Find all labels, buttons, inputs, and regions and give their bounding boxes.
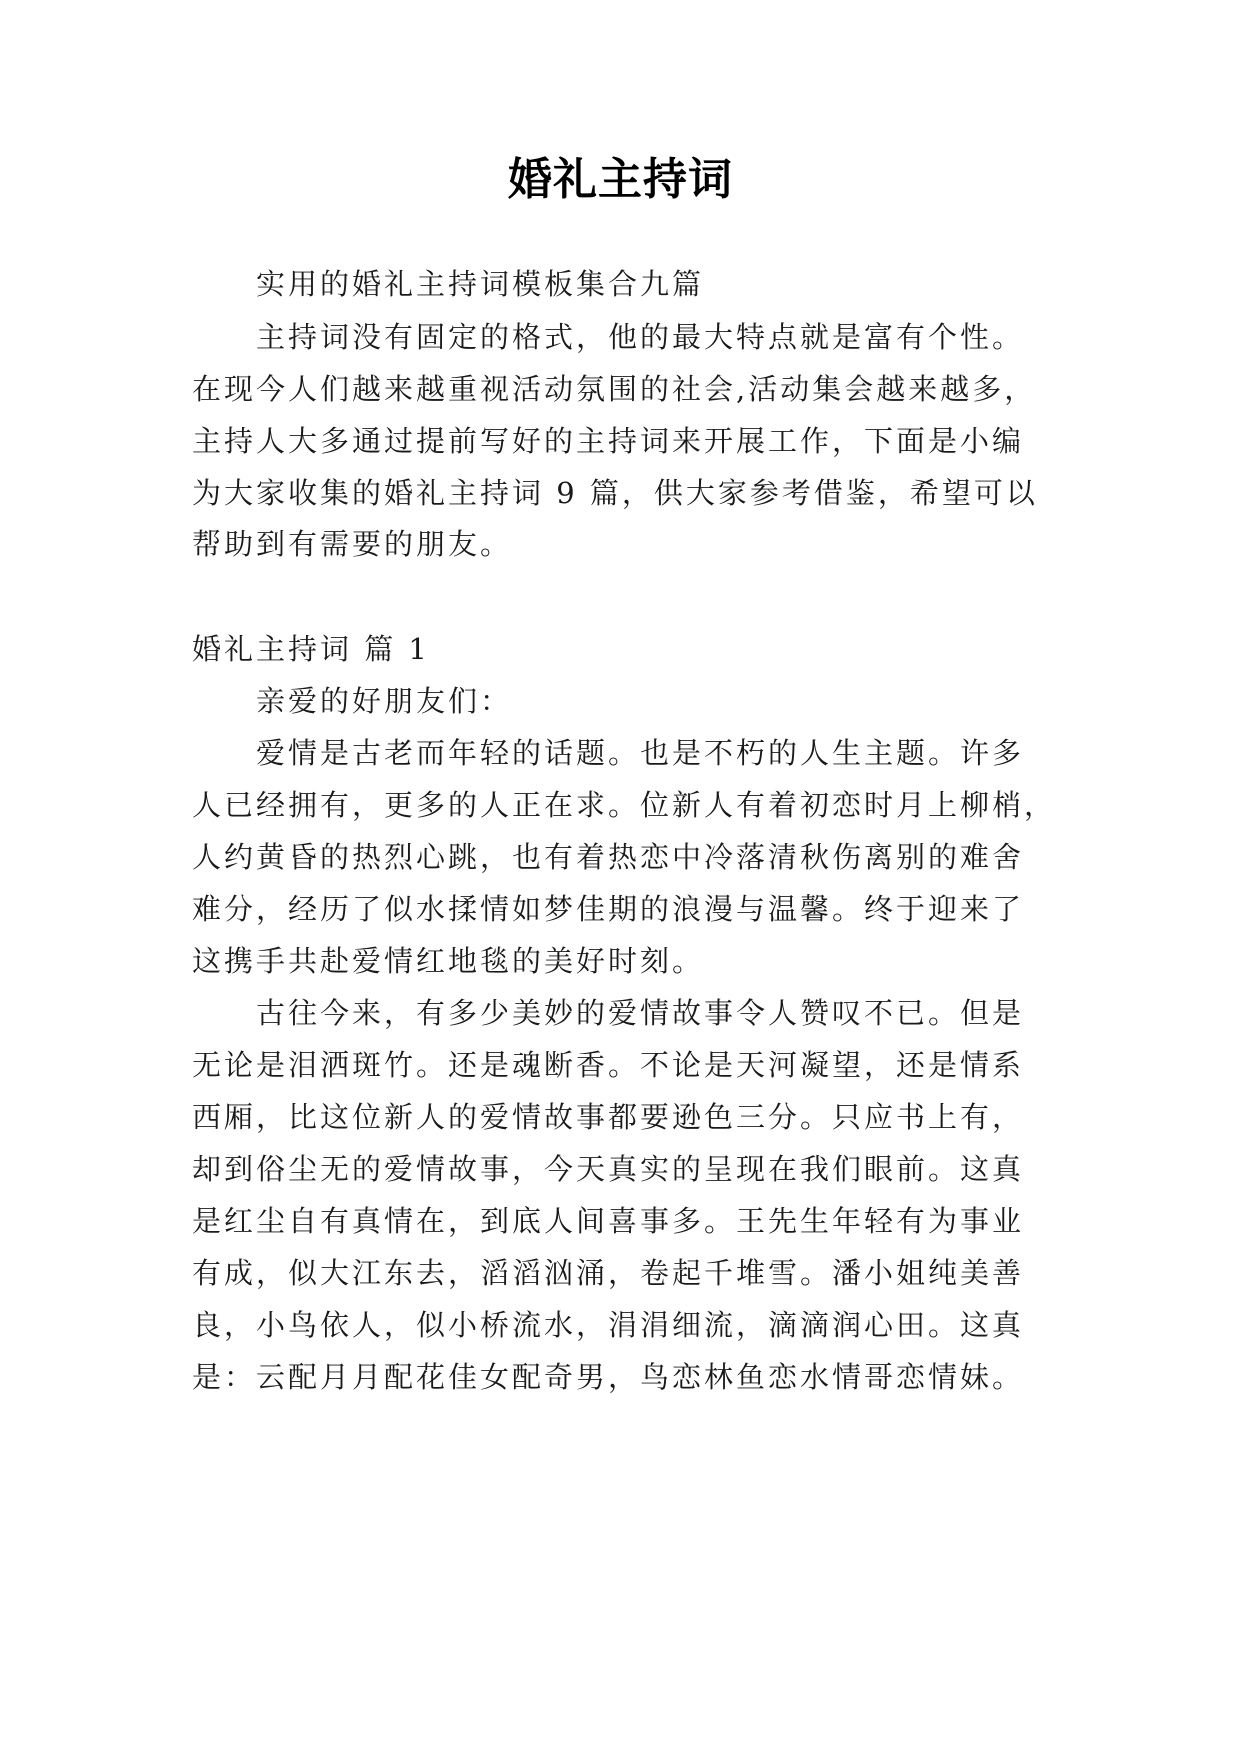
section-heading: 婚礼主持词 篇 1 [192, 632, 430, 666]
subtitle-line: 实用的婚礼主持词模板集合九篇 [256, 267, 705, 301]
body-line: 爱情是古老而年轻的话题。也是不朽的人生主题。许多 [256, 736, 1025, 770]
intro-line: 帮助到有需要的朋友。 [192, 527, 513, 561]
body-line: 西厢，比这位新人的爱情故事都要逊色三分。只应书上有， [192, 1100, 1025, 1134]
body-line: 良，小鸟依人，似小桥流水，涓涓细流，滴滴润心田。这真 [192, 1308, 1025, 1342]
body-line: 人约黄昏的热烈心跳，也有着热恋中冷落清秋伤离别的难舍 [192, 840, 1025, 874]
body-line: 人已经拥有，更多的人正在求。位新人有着初恋时月上柳梢， [192, 788, 1057, 822]
intro-line: 主持人大多通过提前写好的主持词来开展工作，下面是小编 [192, 424, 1025, 458]
intro-line: 为大家收集的婚礼主持词 9 篇，供大家参考借鉴，希望可以 [192, 476, 1038, 510]
body-line: 无论是泪洒斑竹。还是魂断香。不论是天河凝望，还是情系 [192, 1048, 1025, 1082]
intro-line: 在现今人们越来越重视活动氛围的社会,活动集会越来越多， [192, 372, 1037, 406]
body-line: 难分，经历了似水揉情如梦佳期的浪漫与温馨。终于迎来了 [192, 892, 1025, 926]
greeting-line: 亲爱的好朋友们： [256, 684, 513, 718]
body-line: 却到俗尘无的爱情故事，今天真实的呈现在我们眼前。这真 [192, 1152, 1025, 1186]
document-title: 婚礼主持词 [508, 154, 733, 205]
body-line: 是红尘自有真情在，到底人间喜事多。王先生年轻有为事业 [192, 1204, 1025, 1238]
body-line: 是：云配月月配花佳女配奇男，鸟恋林鱼恋水情哥恋情妹。 [192, 1360, 1025, 1394]
body-line: 有成，似大江东去，滔滔汹涌，卷起千堆雪。潘小姐纯美善 [192, 1256, 1025, 1290]
body-line: 古往今来，有多少美妙的爱情故事令人赞叹不已。但是 [256, 996, 1025, 1030]
body-line: 这携手共赴爱情红地毯的美好时刻。 [192, 944, 705, 978]
intro-line: 主持词没有固定的格式，他的最大特点就是富有个性。 [256, 320, 1025, 354]
